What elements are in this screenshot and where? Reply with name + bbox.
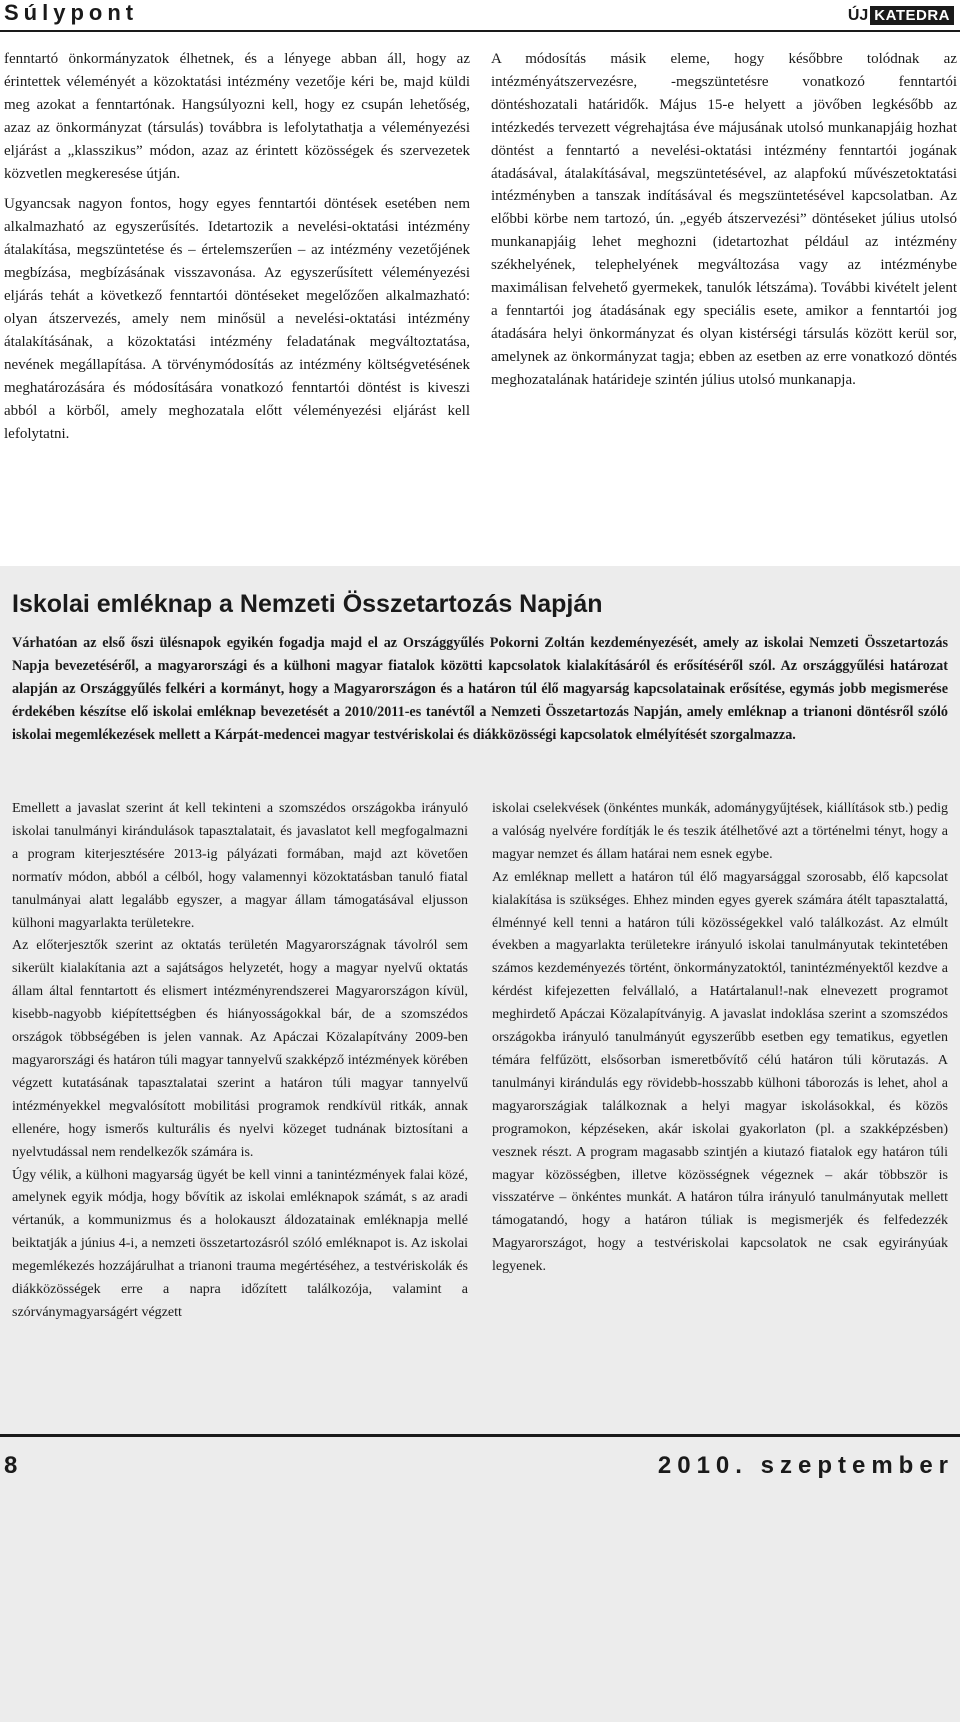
paragraph: fenntartó önkormányzatok élhetnek, és a lényege abban áll, hogy az érintettek véleményét a közoktatási intézmény vezetője kéri be, majd küldi meg azokat a fenntartónak. Hangsúlyozni kell, hogy ez csupán lehetőség, azaz az önkormányzat (társulás) továbbra is lefolytathatja a véleményezési eljárást a „klasszikus” módon, azaz az érintett közösségek és szervezetek közvetlen megkeresése útján. <box>4 51 470 182</box>
issue-date: 2010. szeptember <box>657 1452 954 1479</box>
article-column-left <box>4 48 470 445</box>
footer-divider <box>0 1434 960 1437</box>
paragraph: Az előterjesztők szerint az oktatás területén Magyarországnak távolról sem sikerült kialakítania azt a sajátságos helyzetét, hogy a magyar nyelvű oktatás állam által fenntartott és elismert intézményrendszerei Magyarországon kívül, kisebb-nagyobb kiépítettségben és hiányosságokkal bár, de a szomszédos országok többségében is jelen vannak. Az Apáczai Közalapítvány 2009-ben magyarországi és határon túli magyar tannyelvű szakképző intézmények körében végzett kutatásának tapasztalatai szerint a határon túli magyar tannyelvű intézményekkel megvalósított mobilitási programok rendkívül ritkák, annak ellenére, hogy ismerős kulturális és nyelvi közeget tudnának biztosítani a nyelvtudással nem rendelkezők számára is. <box>12 938 468 1160</box>
paragraph: Emellett a javaslat szerint át kell tekinteni a szomszédos országokba irányuló iskolai tanulmányi kirándulások tapasztalatait, és javaslatot kell megfogalmazni a program kiterjesztésére 2013-ig pályázati formában, majd azt követően normatív módon, abból a célból, hogy valamennyi közoktatásban tanuló fiatal tanulmányai alatt legalább egyszer, a magyar állam támogatásával eljusson külhoni magyarlakta területekre. <box>12 801 468 931</box>
paragraph: A módosítás másik eleme, hogy későbbre tolódnak az intézményátszervezésre, -megszüntetésre vonatkozó fenntartói döntéshozatali határidők. Május 15-e helyett a jövőben legkésőbb az intézkedés tervezett végrehajtása éve májusának utolsó munkanapjáig hozhat döntést a fenntartó a nevelési-oktatási intézmény fenntartói jogának átadásával, átalakításával, megszüntetésével, az alapfokú művészetoktatási intézményben a tanszak indításával és megszüntetésével kapcsolatban. Az előbbi körbe nem tartozó, ún. „egyéb átszervezési” döntéseket július utolsó munkanapjáig lehet meghozni (idetartozhat például az intézmény székhelyének, telephelyének megváltozása vagy az intézménybe maximálisan felvehető gyermekek, tanulók létszáma). További kivételt jelent a fenntartói jog átadásának egy speciális esete, amikor a fenntartói jog átadására helyi önkormányzat és olyan kistérségi társulás között kerül sor, amelynek az önkormányzat tagja; ebben az esetben az erre vonatkozó döntés meghozatalának határideje szintén július utolsó munkanapja. <box>491 51 957 388</box>
brand-name: KATEDRA <box>870 6 954 25</box>
header-divider <box>0 30 960 32</box>
page-number: 8 <box>4 1452 18 1479</box>
brand-prefix: ÚJ <box>847 6 869 24</box>
article-column-right <box>491 48 957 392</box>
paragraph: Úgy vélik, a külhoni magyarság ügyét be kell vinni a tanintézmények falai közé, amelynek egyik módja, hogy bővítik az iskolai emléknapok számát, s az aradi vértanúk, a kommunizmus és a holokauszt áldozatainak emléknapja mellé beiktatják a június 4-i, a nemzeti összetartozásról szóló emléknapot is. Az iskolai megemlékezés hozzájárulhat a trianoni trauma megértéséhez, a testvériskolák és diákközösségek erre a napra időzített találkozója, valamint a szórványmagyarságért végzett <box>12 1167 468 1320</box>
feature-column-right <box>492 798 948 1279</box>
brand-logo <box>848 6 954 25</box>
section-title: Súlypont <box>4 0 139 25</box>
paragraph: iskolai cselekvések (önkéntes munkák, adománygyűjtések, kiállítások stb.) pedig a valóság nyelvére fordítják le és teszik átélhetővé azt a történelmi tényt, hogy a magyar nemzet és állam határai nem esnek egybe. <box>492 801 948 862</box>
feature-title: Iskolai emléknap a Nemzeti Összetartozás Napján <box>12 590 603 618</box>
feature-lead: Várhatóan az első őszi ülésnapok egyikén fogadja majd el az Országgyűlés Pokorni Zoltán kezdeményezését, amely az iskolai Nemzeti Összetartozás Napja bevezetéséről, a magyarországi és a külhoni magyar fiatalok közötti kapcsolatok kialakításáról és erősítéséről szól. Az országgyűlési határozat alapján az Országgyűlés felkéri a kormányt, hogy a Magyarországon és a határon túl élő magyarság kapcsolatainak erősítése, egymás jobb megismerése érdekében készítse elő iskolai emléknap bevezetését a 2010/2011-es tanévtől a Nemzeti Összetartozás Napján, amely emléknap a trianoni döntésről szóló iskolai megemlékezések mellett a Kárpát-medencei magyar testvériskolai és diákközösségi kapcsolatok elmélyítését szorgalmazza. <box>12 635 948 743</box>
feature-column-left <box>12 798 468 1325</box>
paragraph: Ugyancsak nagyon fontos, hogy egyes fenntartói döntések esetében nem alkalmazható az egyszerűsítés. Idetartozik a nevelési-oktatási intézmény átalakítása, megszüntetése és – értelemszerűen – az intézmény vezetőjének megbízása, megbízásának visszavonása. Az egyszerűsített véleményezési eljárás tehát a következő fenntartói döntéseket megelőzően alkalmazható: olyan átszervezés, amely nem minősül a nevelési-oktatási intézmény átalakításának, a közoktatási intézmény feladatának megváltoztatása, nevének megállapítása. A törvénymódosítás az intézmény költségvetésének meghatározására és módosítására vonatkozó fenntartói döntést is kiveszi abból a körből, amely meghozatala előtt véleményezési eljárást kell lefolytatni. <box>4 196 470 442</box>
page-header <box>0 0 960 38</box>
paragraph: Az emléknap mellett a határon túl élő magyarsággal szorosabb, élő kapcsolat kialakítása is szükséges. Ehhez minden egyes gyerek számára átélt tapasztalattá, élménnyé kell tenni a határon túli közösségekkel való találkozást. Az elmúlt években a magyarlakta területekre irányuló iskolai tanulmányutak tekintetében számos kezdeményezés történt, önkormányzatoktól, tanintézményektől kezdve a kérdést kifejezetten felvállaló, a Határtalanul!-nak elnevezett programot meghirdető Apáczai Közalapítványig. A javaslat indoklása szerint a szomszédos országokba irányuló tanulmányút egyszerűbb esetben egy tematikus, egyetlen témára felfűzött, elsősorban ismeretbővítő célú határon túli körutazás. A tanulmányi kirándulás egy rövidebb-hosszabb külhoni táborozás is lehet, ahol a magyarországiak találkoznak a helyi magyar iskolásokkal, és közös programokon, képzéseken, akár iskolai gyakorlaton (pl. a szakképzésben) vesznek részt. A program magasabb szintjén a kiutazó fiatalok egy határon túli magyar közösségben, illetve közösségnek végeznek – akár többször is visszatérve – önkéntes munkát. A határon túlra irányuló tanulmányutak mellett támogatandó, hogy a határon túliak is megismerjék és felfedezzék Magyarországot, hogy a testvériskolai kapcsolatok ne csak egyirányúak legyenek. <box>492 869 948 1275</box>
